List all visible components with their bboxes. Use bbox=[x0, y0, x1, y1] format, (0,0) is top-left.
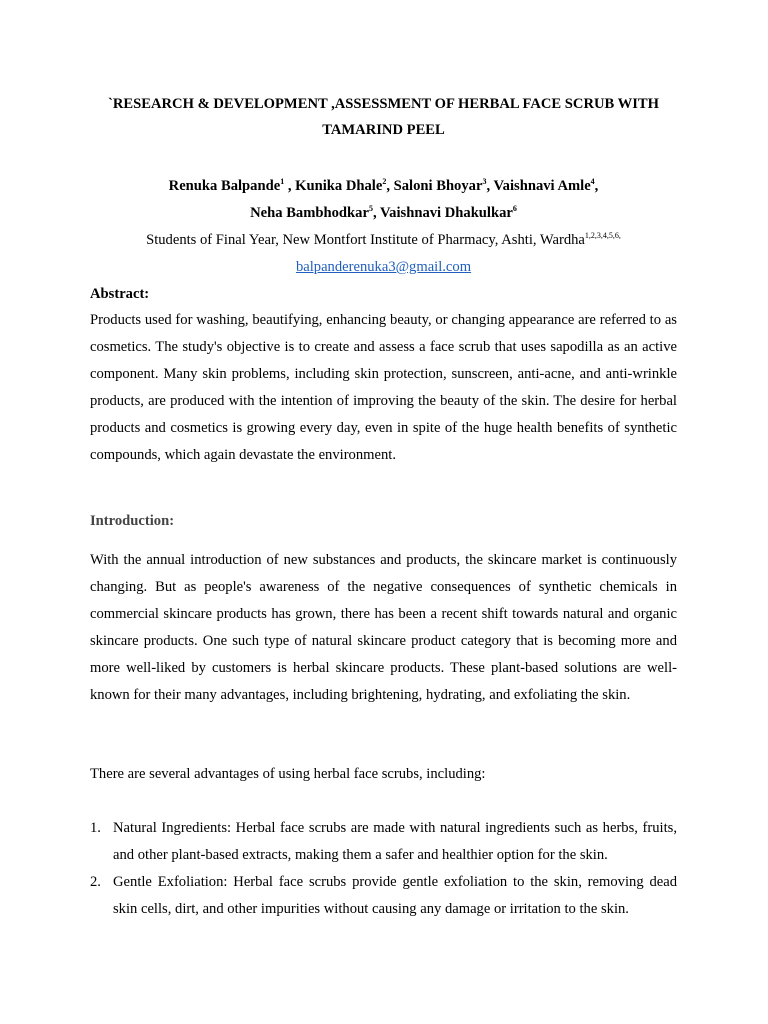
author-affiliation-mark: 5 bbox=[368, 204, 373, 213]
author-name: Neha Bambhodkar bbox=[250, 205, 369, 221]
author-affiliation-mark: 6 bbox=[512, 204, 517, 213]
author-name: Renuka Balpande bbox=[168, 178, 281, 194]
author-affiliation-mark: 3 bbox=[482, 177, 487, 186]
affiliation-block bbox=[90, 227, 677, 281]
abstract-body: Products used for washing, beautifying, enhancing beauty, or changing appearance are referred to as cosmetics. The study's objective is to create and assess a face scrub that uses sapodilla as an active component. Many skin problems, including skin protection, sunscreen, anti-acne, and anti-wrinkle products, are produced with the intention of improving the beauty of the skin. The desire for herbal products and cosmetics is growing every day, even in spite of the huge health benefits of synthetic compounds, which again devastate the environment. bbox=[90, 312, 677, 463]
list-item bbox=[90, 815, 677, 869]
author-name: Saloni Bhoyar bbox=[393, 178, 483, 194]
introduction-heading: Introduction: bbox=[90, 513, 175, 529]
author-list bbox=[90, 173, 677, 227]
list-item-number: 1. bbox=[90, 820, 101, 836]
list-item-text: Natural Ingredients: Herbal face scrubs are made with natural ingredients such as herbs, fruits, and other plant-based extracts, making them a safer and healthier option for the skin. bbox=[113, 820, 677, 863]
advantages-intro: There are several advantages of using herbal face scrubs, including: bbox=[90, 766, 486, 782]
author-line-1: Renuka Balpande$^1$ , Kunika Dhale$^2$, Saloni Bhoyar$^3$, Vaishnavi Amle$^4$, bbox=[168, 177, 599, 194]
list-item bbox=[90, 869, 677, 923]
paper-title-line-2: TAMARIND PEEL bbox=[322, 122, 445, 138]
affiliation-text: Students of Final Year, New Montfort Institute of Pharmacy, Ashti, Wardha bbox=[146, 232, 585, 248]
paper-title-line-1: `RESEARCH & DEVELOPMENT ,ASSESSMENT OF HERBAL FACE SCRUB WITH bbox=[107, 96, 660, 112]
author-affiliation-mark: 2 bbox=[382, 177, 387, 186]
introduction-body: With the annual introduction of new substances and products, the skincare market is continuously changing. But as people's awareness of the negative consequences of synthetic chemicals in commercial skincare products has grown, there has been a recent shift towards natural and organic skincare products. One such type of natural skincare product category that is becoming more and more well-liked by customers is herbal skincare products. These plant-based solutions are well-known for their many advantages, including brightening, hydrating, and exfoliating the skin. bbox=[90, 552, 677, 703]
author-name: Vaishnavi Dhakulkar bbox=[379, 205, 513, 221]
author-email-link[interactable]: balpanderenuka3@gmail.com bbox=[295, 259, 472, 275]
affiliation bbox=[90, 227, 677, 254]
author-affiliation-mark: 4 bbox=[590, 177, 595, 186]
list-item-number: 2. bbox=[90, 874, 101, 890]
author-affiliation-mark: 1 bbox=[280, 177, 285, 186]
abstract-heading: Abstract: bbox=[90, 286, 150, 302]
list-item-text: Gentle Exfoliation: Herbal face scrubs provide gentle exfoliation to the skin, removing dead skin cells, dirt, and other impurities without causing any damage or irritation to the skin. bbox=[113, 874, 677, 917]
author-name: Vaishnavi Amle bbox=[493, 178, 591, 194]
advantages-list bbox=[90, 815, 677, 923]
affiliation-marks: 1,2,3,4,5,6, bbox=[584, 231, 621, 240]
author-name: Kunika Dhale bbox=[295, 178, 383, 194]
paper-title bbox=[80, 91, 687, 143]
author-line-2: Neha Bambhodkar$^5$, Vaishnavi Dhakulkar$^6$ bbox=[250, 204, 517, 221]
